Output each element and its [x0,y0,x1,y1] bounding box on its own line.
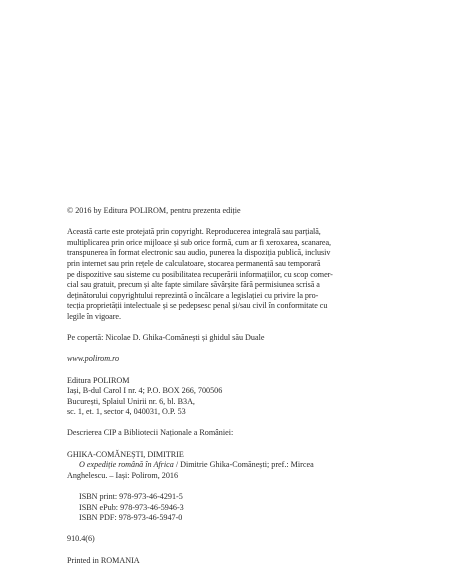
isbn-epub: ISBN ePub: 978-973-46-5946-3 [79,502,184,512]
cip-classification: 910.4(6) [67,534,95,544]
notice-line: legile în vigoare. [67,311,121,321]
copyright-line: © 2016 by Editura POLIROM, pentru prezenta ediție [67,206,241,215]
cip-author: GHIKA-COMĂNEȘTI, DIMITRIE [67,449,184,459]
publisher-name: Editura POLIROM [67,375,130,385]
cip-line2: Anghelescu. – Iași: Polirom, 2016 [67,470,179,480]
notice-line: pe dispozitive sau sisteme cu posibilitatea recuperării informațiilor, cu scop comer- [67,269,333,279]
isbn-print: ISBN print: 978-973-46-4291-5 [79,492,183,502]
publisher-address-line: Iași, B-dul Carol I nr. 4; P.O. BOX 266, 700506 [67,386,223,396]
notice-line: transpunerea în format electronic sau audio, punerea la dispoziția publică, inclusiv [67,248,331,258]
website-link[interactable]: www.polirom.ro [67,354,120,364]
publisher-block [67,376,387,418]
cip-heading: Descrierea CIP a Bibliotecii Naționale a României: [67,428,234,438]
cip-title-rest: / Dimitrie Ghika-Comănești; pref.: Mircea [173,460,314,470]
cover-credit: Pe copertă: Nicolae D. Ghika-Comănești și ghidul său Duale [67,333,265,343]
notice-line: multiplicarea prin orice mijloace și sub orice formă, cum ar fi xeroxarea, scanarea, [67,237,332,247]
cip-record [67,450,387,545]
notice-line: tecția proprietății intelectuale și se pedepsesc penal și/sau civil în conformitate cu [67,301,328,311]
publisher-address-line: sc. 1, et. 1, sector 4, 040031, O.P. 53 [67,407,186,417]
printed-in: Printed in ROMANIA [67,555,140,565]
notice-line: prin internet sau prin rețele de calculatoare, stocarea permanentă sau temporară [67,258,321,268]
colophon-page [67,206,387,566]
cip-title-line [67,460,387,471]
notice-line: deținătorului copyrightului reprezintă o încălcare a legislației cu privire la pro- [67,290,319,300]
publisher-address-line: București, Splaiul Unirii nr. 6, bl. B3A, [67,396,195,406]
notice-line: cial sau gratuit, precum și alte fapte similare săvârșite fără permisiunea scrisă a [67,280,320,290]
notice-line: Această carte este protejată prin copyright. Reproducerea integrală sau parțială, [67,227,321,237]
copyright-notice [67,227,387,322]
isbn-pdf: ISBN PDF: 978-973-46-5947-0 [79,513,183,523]
cip-title: O expediție română în Africa [79,460,174,470]
